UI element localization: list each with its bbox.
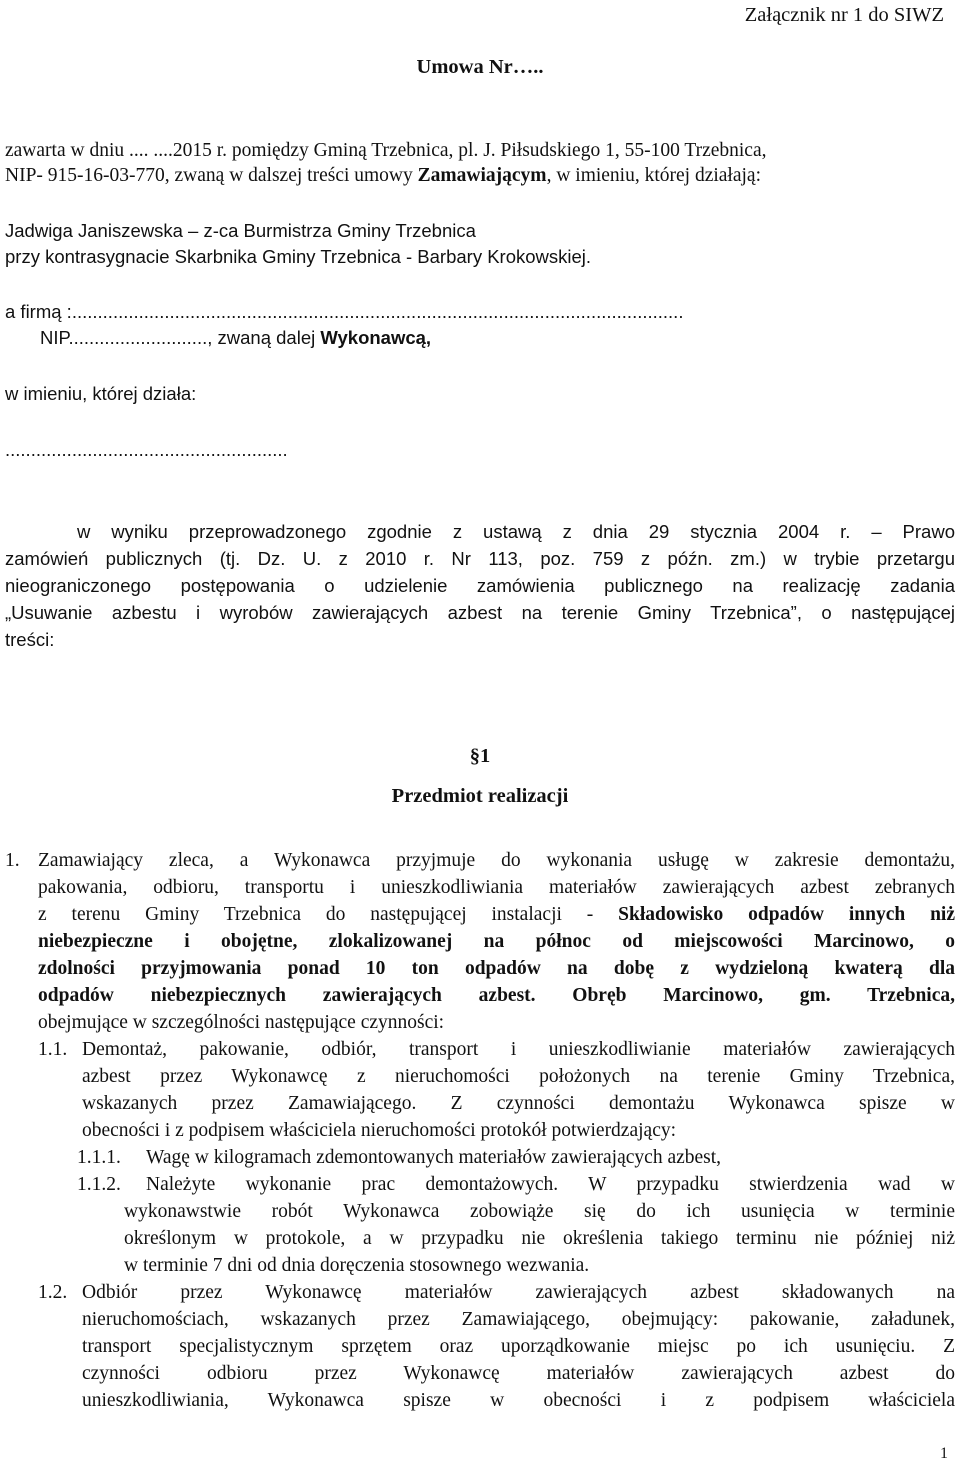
p1-line-3: z terenu Gminy Trzebnica do następującej instalacji - Składowisko odpadów innych niż (38, 904, 955, 925)
p111-number: 1.1.1. (77, 1147, 121, 1168)
preamble-line-2: zamówień publicznych (tj. Dz. U. z 2010 r. Nr 113, poz. 759 z późn. zm.) w trybie przetargu (5, 548, 955, 569)
p1-line-2: pakowania, odbioru, transportu i unieszkodliwiania materiałów zawierających azbest zebranych (38, 877, 955, 898)
intro-line-representative: w imieniu, której działa: (5, 383, 197, 404)
p12-number: 1.2. (38, 1282, 68, 1303)
preamble-line-1: w wyniku przeprowadzonego zgodnie z ustawą z dnia 29 stycznia 2004 r. – Prawo (77, 521, 955, 542)
p12-line-1: Odbiór przez Wykonawcę materiałów zawierających azbest składowanych na (82, 1282, 955, 1303)
p11-line-4: obecności i z podpisem właściciela nieruchomości protokół potwierdzający: (82, 1120, 677, 1141)
p1-line-7: obejmujące w szczególności następujące czynności: (38, 1012, 445, 1033)
p112-line-1: Należyte wykonanie prac demontażowych. W przypadku stwierdzenia wad w (146, 1174, 955, 1195)
p112-line-2: wykonawstwie robót Wykonawca zobowiąże się do ich usunięcia w terminie (124, 1201, 955, 1222)
p11-line-1: Demontaż, pakowanie, odbiór, transport i unieszkodliwianie materiałów zawierających (82, 1039, 955, 1060)
p112-line-4: w terminie 7 dni od dnia doręczenia stosownego wezwania. (124, 1255, 590, 1276)
p12-line-5: unieszkodliwiania, Wykonawca spisze w obecności i z podpisem właściciela (82, 1390, 955, 1411)
intro-line-dots: ....................................................... (5, 439, 288, 460)
section-number: §1 (469, 745, 491, 767)
p11-number: 1.1. (38, 1039, 68, 1060)
attachment-label: Załącznik nr 1 do SIWZ (744, 4, 944, 26)
party-zamawiajacy: Zamawiającym (417, 165, 547, 186)
p12-line-2: nieruchomościach, wskazanych przez Zamawiającego, obejmujący: pakowanie, załadunek, (82, 1309, 955, 1330)
p11-line-3: wskazanych przez Zamawiającego. Z czynności demontażu Wykonawca spisze w (82, 1093, 955, 1114)
intro-line-firm: a firmą :....................................................................................................................... (5, 301, 684, 322)
p1-number: 1. (5, 850, 20, 871)
section-title: Przedmiot realizacji (391, 785, 569, 807)
p12-line-3: transport specjalistycznym sprzętem oraz uporządkowanie miejsc po ich usunięciu. Z (82, 1336, 955, 1357)
p1-line-4: niebezpieczne i obojętne, zlokalizowanej na północ od miejscowości Marcinowo, o (38, 931, 955, 952)
preamble-line-3: nieograniczonego postępowania o udzielenie zamówienia publicznego na realizację zadania (5, 575, 955, 596)
p11-line-2: azbest przez Wykonawcę z nieruchomości położonych na terenie Gminy Trzebnica, (82, 1066, 955, 1087)
page-number: 1 (940, 1445, 948, 1462)
contract-title: Umowa Nr….. (416, 56, 544, 78)
party-wykonawca: Wykonawcą, (320, 327, 432, 348)
intro-line-3: Jadwiga Janiszewska – z-ca Burmistrza Gminy Trzebnica (5, 220, 476, 241)
intro-line-nip: NIP..........................., zwaną dalej Wykonawcą, (40, 327, 432, 348)
preamble-line-4: „Usuwanie azbestu i wyrobów zawierających azbest na terenie Gminy Trzebnica”, o następującej (5, 602, 955, 623)
intro-line-1: zawarta w dniu .... ....2015 r. pomiędzy Gminą Trzebnica, pl. J. Piłsudskiego 1, 55-100 Trzebnica, (5, 140, 767, 161)
p112-line-3: określonym w protokole, a w przypadku nie określenia takiego terminu nie później niż (124, 1228, 955, 1249)
intro-line-4: przy kontrasygnacie Skarbnika Gminy Trzebnica - Barbary Krokowskiej. (5, 246, 592, 267)
p111-line-1: Wagę w kilogramach zdemontowanych materiałów zawierających azbest, (146, 1147, 722, 1168)
intro-line-2: NIP- 915-16-03-770, zwaną w dalszej treści umowy Zamawiającym, w imieniu, której działają: (5, 165, 761, 186)
p12-line-4: czynności odbioru przez Wykonawcę materiałów zawierających azbest do (82, 1363, 955, 1384)
preamble-line-5: treści: (5, 629, 55, 650)
p112-number: 1.1.2. (77, 1174, 121, 1195)
p1-line-1: Zamawiający zleca, a Wykonawca przyjmuje do wykonania usługę w zakresie demontażu, (38, 850, 955, 871)
p1-line-5: zdolności przyjmowania ponad 10 ton odpadów na dobę z wydzieloną kwaterą dla (38, 958, 955, 979)
p1-line-6: odpadów niebezpiecznych zawierających azbest. Obręb Marcinowo, gm. Trzebnica, (38, 985, 955, 1006)
